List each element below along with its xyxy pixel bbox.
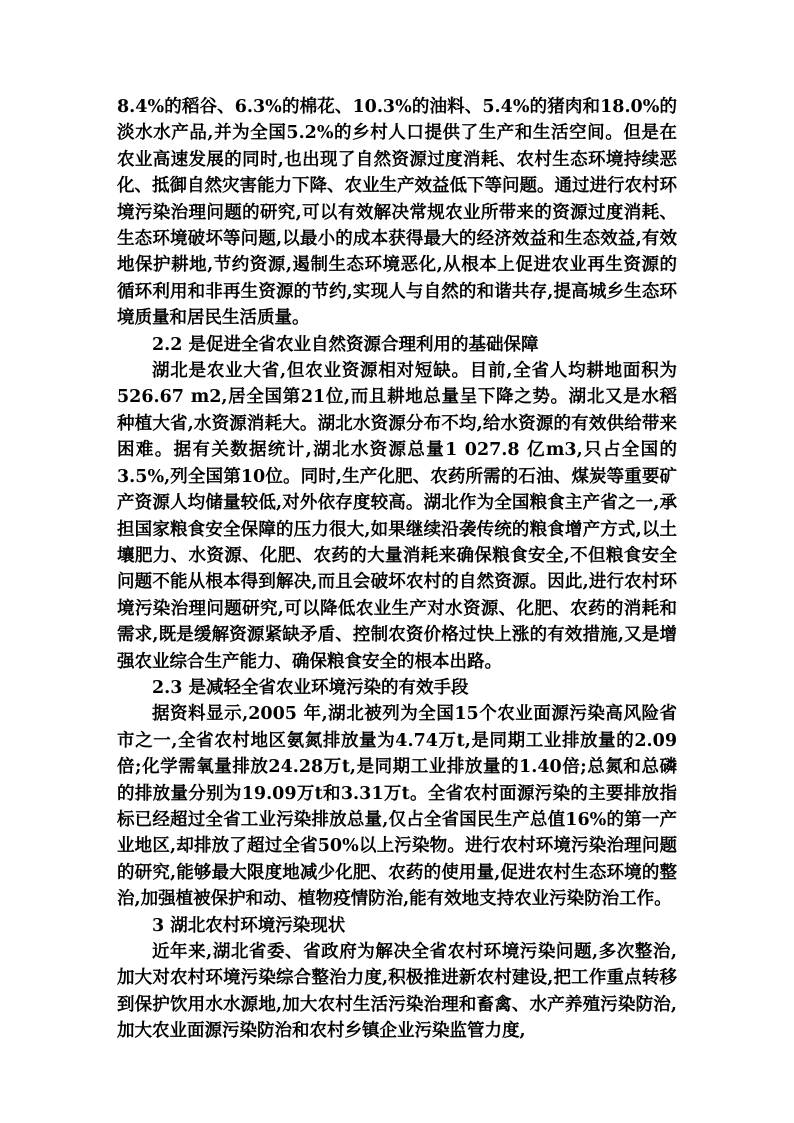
section-heading-2-3: 2.3 是减轻全省农业环境污染的有效手段 [152, 677, 469, 698]
section-heading-3: 3 湖北农村环境污染现状 [152, 915, 346, 936]
document-page [117, 94, 677, 1045]
section-heading-2-2: 2.2 是促进全省农业自然资源合理利用的基础保障 [152, 334, 539, 355]
paragraph-3-body: 近年来,湖北省委、省政府为解决全省农村环境污染问题,多次整治,加大对农村环境污染综合整治力度,积极推进新农村建设,把工作重点转移到保护饮用水水源地,加大农村生活污染治理和畜禽、水产养殖污染防治,加大农业面源污染防治和农村乡镇企业污染监管力度, [117, 942, 677, 1042]
paragraph-intro: 8.4%的稻谷、6.3%的棉花、10.3%的油料、5.4%的猪肉和18.0%的淡水水产品,并为全国5.2%的乡村人口提供了生产和生活空间。但是在农业高速发展的同时,也出现了自然资源过度消耗、农村生态环境持续恶化、抵御自然灾害能力下降、农业生产效益低下等问题。通过进行农村环境污染治理问题的研究,可以有效解决常规农业所带来的资源过度消耗、生态环境破坏等问题,以最小的成本获得最大的经济效益和生态效益,有效地保护耕地,节约资源,遏制生态环境恶化,从根本上促进农业再生资源的循环利用和非再生资源的节约,实现人与自然的和谐共存,提高城乡生态环境质量和居民生活质量。 [117, 97, 677, 329]
paragraph-2-2-body: 湖北是农业大省,但农业资源相对短缺。目前,全省人均耕地面积为526.67 m2,居全国第21位,而且耕地总量呈下降之势。湖北又是水稻种植大省,水资源消耗大。湖北水资源分布不均,给水资源的有效供给带来困难。据有关数据统计,湖北水资源总量1 027.8 亿m3,只占全国的3.5%,列全国第10位。同时,生产化肥、农药所需的石油、煤炭等重要矿产资源人均储量较低,对外依存度较高。湖北作为全国粮食主产省之一,承担国家粮食安全保障的压力很大,如果继续沿袭传统的粮食增产方式,以土壤肥力、水资源、化肥、农药的大量消耗来确保粮食安全,不但粮食安全问题不能从根本得到解决,而且会破坏农村的自然资源。因此,进行农村环境污染治理问题研究,可以降低农业生产对水资源、化肥、农药的消耗和需求,既是缓解资源紧缺矛盾、控制农资价格过快上涨的有效措施,又是增强农业综合生产能力、确保粮食安全的根本出路。 [117, 361, 677, 672]
paragraph-2-3-body: 据资料显示,2005 年,湖北被列为全国15个农业面源污染高风险省市之一,全省农村地区氨氮排放量为4.74万t,是同期工业排放量的2.09倍;化学需氧量排放24.28万t,是同期工业排放量的1.40倍;总氮和总磷的排放量分别为19.09万t和3.31万t。全省农村面源污染的主要排放指标已经超过全省工业污染排放总量,仅占全省国民生产总值16%的第一产业地区,却排放了超过全省50%以上污染物。进行农村环境污染治理问题的研究,能够最大限度地减少化肥、农药的使用量,促进农村生态环境的整治,加强植被保护和动、植物疫情防治,能有效地支持农业污染防治工作。 [117, 704, 677, 910]
